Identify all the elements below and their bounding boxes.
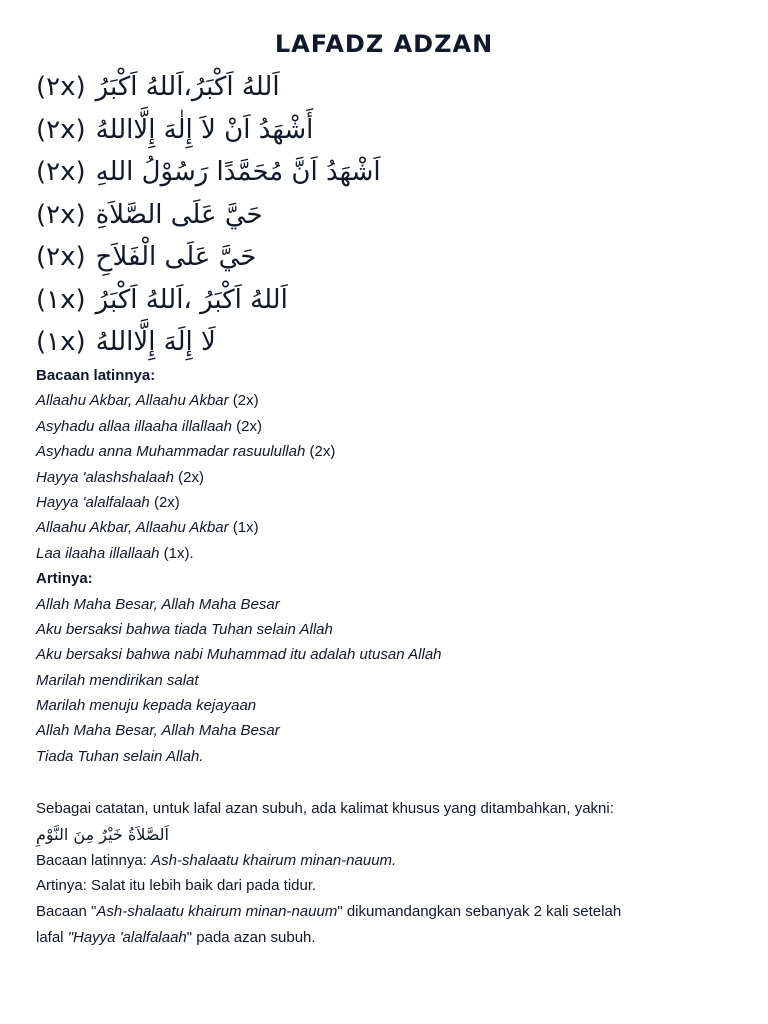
meaning-line: Aku bersaksi bahwa nabi Muhammad itu adalah utusan Allah — [36, 646, 442, 664]
transliteration-and-meaning — [36, 363, 736, 769]
note-explanation-line — [36, 925, 736, 951]
note-text: " pada azan subuh. — [186, 928, 316, 946]
note-text: lafal — [36, 928, 68, 946]
arabic-line — [36, 151, 736, 194]
arabic-repeat-count: (٢x) — [36, 157, 86, 188]
arabic-line — [36, 321, 736, 364]
latin-heading: Bacaan latinnya: — [36, 367, 156, 384]
arabic-line — [36, 194, 736, 237]
arabic-phrase: حَيَّ عَلَى الصَّلاَةِ — [95, 199, 263, 230]
latin-line — [36, 515, 736, 540]
note-meaning-line — [36, 873, 736, 899]
meaning-line: Marilah mendirikan salat — [36, 671, 199, 689]
note-text: " dikumandangkan sebanyak 2 kali setelah — [337, 903, 622, 921]
note-explanation-line — [36, 899, 736, 925]
meaning-line: Marilah menuju kepada kejayaan — [36, 697, 257, 715]
latin-text: Laa ilaaha illallaah — [36, 544, 160, 562]
meaning-line: Allah Maha Besar, Allah Maha Besar — [36, 722, 280, 740]
latin-text: Allaahu Akbar, Allaahu Akbar — [36, 519, 229, 537]
latin-text: Asyhadu allaa illaaha illallaah — [36, 417, 232, 435]
arabic-repeat-count: (١x) — [36, 327, 86, 358]
latin-text: Allaahu Akbar, Allaahu Akbar — [36, 392, 229, 410]
latin-line — [36, 388, 736, 413]
note-arabic-line — [36, 822, 736, 848]
latin-text: Asyhadu anna Muhammadar rasuulullah — [36, 443, 306, 461]
note-meaning-label: Artinya: — [36, 877, 92, 895]
latin-count: (1x). — [159, 544, 194, 562]
latin-count: (2x) — [149, 493, 180, 511]
latin-line — [36, 541, 736, 566]
latin-count: (2x) — [173, 468, 204, 486]
subuh-note — [36, 796, 736, 951]
latin-line — [36, 414, 736, 439]
note-latin-text: Ash-shalaatu khairum minan-nauum. — [151, 851, 397, 869]
arabic-repeat-count: (٢x) — [36, 199, 86, 230]
note-latin-label: Bacaan latinnya: — [36, 851, 152, 869]
note-text: Bacaan " — [36, 903, 97, 921]
arabic-repeat-count: (٢x) — [36, 72, 86, 103]
meaning-line: Tiada Tuhan selain Allah. — [36, 747, 204, 765]
arabic-line — [36, 66, 736, 109]
latin-count: (2x) — [305, 443, 336, 461]
arabic-repeat-count: (١x) — [36, 284, 86, 315]
note-italic-text: Ash-shalaatu khairum minan-nauum — [96, 903, 338, 921]
meaning-heading: Artinya: — [36, 570, 93, 588]
adzan-arabic-text — [36, 66, 736, 364]
latin-text: Hayya 'alalfalaah — [36, 493, 150, 511]
arabic-line — [36, 109, 736, 152]
note-intro: Sebagai catatan, untuk lafal azan subuh, ada kalimat khusus yang ditambahkan, yakni: — [36, 800, 614, 817]
arabic-repeat-count: (٢x) — [36, 242, 86, 273]
page-title: LAFADZ ADZAN — [274, 30, 494, 58]
latin-count: (2x) — [231, 417, 262, 435]
arabic-line — [36, 236, 736, 279]
latin-line — [36, 439, 736, 464]
arabic-phrase: اَللهُ اَكْبَرُ،اَللهُ اَكْبَرُ — [95, 72, 280, 103]
note-meaning-text: Salat itu lebih baik dari pada tidur. — [91, 877, 317, 895]
latin-line — [36, 465, 736, 490]
arabic-phrase: اَللهُ اَكْبَرُ ،اَللهُ اَكْبَرُ — [95, 284, 288, 315]
arabic-phrase: أَشْهَدُ اَنْ لاَ إِلٰهَ إِلَّااللهُ — [95, 114, 314, 145]
latin-line — [36, 490, 736, 515]
note-latin-line — [36, 848, 736, 874]
arabic-phrase: اَشْهَدُ اَنَّ مُحَمَّدًا رَسُوْلُ اللهِ — [95, 157, 381, 188]
note-italic-text: "Hayya 'alalfalaah — [67, 928, 187, 946]
latin-count: (1x) — [228, 519, 259, 537]
meaning-line: Allah Maha Besar, Allah Maha Besar — [36, 595, 280, 613]
arabic-line — [36, 279, 736, 322]
arabic-repeat-count: (٢x) — [36, 114, 86, 145]
arabic-phrase: لَا إِلَهَ إِلَّااللهُ — [95, 327, 216, 358]
note-arabic-phrase: اَلصَّلاَةُ خَيْرٌ مِنَ النَّوْمِ — [36, 824, 169, 844]
meaning-line: Aku bersaksi bahwa tiada Tuhan selain Allah — [36, 620, 333, 638]
arabic-phrase: حَيَّ عَلَى الْفَلاَحِ — [95, 242, 257, 273]
latin-text: Hayya 'alashshalaah — [36, 468, 174, 486]
latin-count: (2x) — [228, 392, 259, 410]
